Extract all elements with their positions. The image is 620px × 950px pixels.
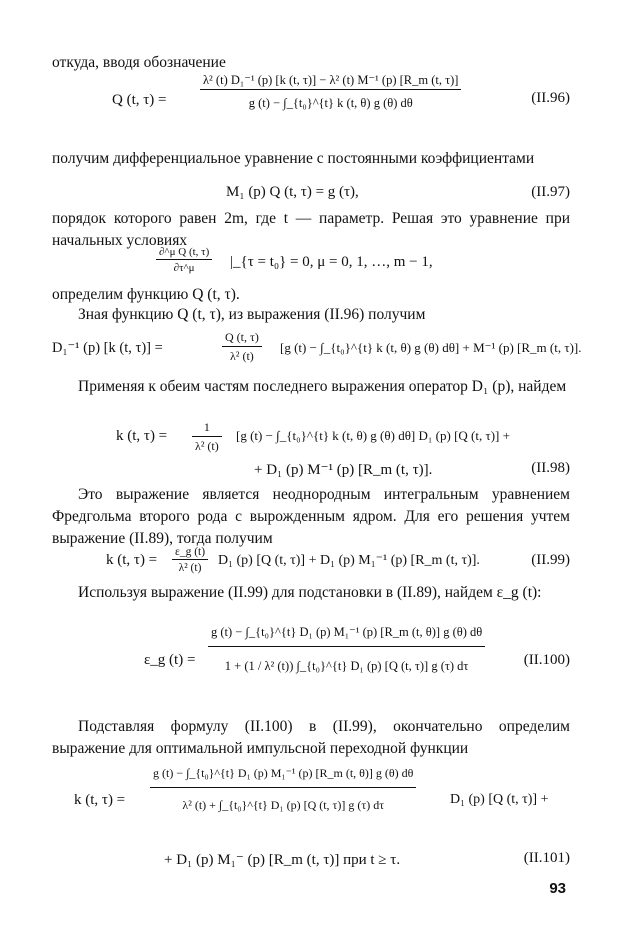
fraction-denominator: 1 + (1 / λ² (t)) ∫_{t₀}^{t} D₁ (p) [Q (t, τ)] g (τ) dτ xyxy=(224,659,469,673)
equation-initial-conditions xyxy=(40,246,570,282)
fraction-denominator: g (t) − ∫_{t₀}^{t} k (t, θ) g (θ) dθ xyxy=(248,96,413,110)
equation-fraction xyxy=(172,546,208,574)
equation-ii-101 xyxy=(40,766,570,872)
equation-fraction xyxy=(208,624,485,674)
fraction-numerator: ε_g (t) xyxy=(172,546,208,560)
equation-body: [g (t) − ∫_{t₀}^{t} k (t, θ) g (θ) dθ] + M⁻¹ (p) [R_m (t, τ)]. xyxy=(280,340,582,355)
equation-lhs: D₁⁻¹ (p) [k (t, τ)] = xyxy=(52,340,163,356)
fraction-denominator: λ² (t) xyxy=(178,562,202,574)
equation-ii-96 xyxy=(40,72,570,148)
equation-lhs: k (t, τ) = xyxy=(116,428,168,444)
fraction-numerator: Q (t, τ) xyxy=(222,330,262,347)
equation-fraction xyxy=(200,72,461,111)
equation-body: M₁ (p) Q (t, τ) = g (τ), xyxy=(226,184,359,200)
fraction-numerator: g (t) − ∫_{t₀}^{t} D₁ (p) M₁⁻¹ (p) [R_m (t, θ)] g (θ) dθ xyxy=(208,624,485,647)
fraction-denominator: λ² (t) xyxy=(195,439,219,453)
text-paragraph: порядок которого равен 2m, где t — параметр. Решая это уравнение при начальных условиях xyxy=(52,210,570,249)
equation-lhs: k (t, τ) = xyxy=(74,792,126,808)
equation-number: (II.100) xyxy=(523,652,570,668)
text-paragraph: Это выражение является неоднородным интегральным уравнением Фредгольма второго рода с вырожденным ядром. Для его решения учтем выражение (II.89), тогда получим xyxy=(52,486,570,547)
equation-fraction xyxy=(192,420,222,454)
equation-number: (II.98) xyxy=(531,460,570,476)
fraction-numerator: ∂^μ Q (t, τ) xyxy=(156,246,212,260)
equation-number: (II.99) xyxy=(531,552,570,568)
equation-ii-99 xyxy=(40,546,570,578)
text-paragraph: определим функцию Q (t, τ). xyxy=(52,286,240,303)
page-number: 93 xyxy=(549,880,566,897)
equation-fraction xyxy=(222,330,262,364)
fraction-denominator: λ² (t) + ∫_{t₀}^{t} D₁ (p) [Q (t, τ)] g (τ) dτ xyxy=(182,798,385,812)
text-paragraph: Применяя к обеим частям последнего выражения оператор D₁ (p), найдем xyxy=(78,378,567,395)
equation-number: (II.97) xyxy=(531,184,570,200)
text-paragraph: Подставляя формулу (II.100) в (II.99), окончательно определим выражение для оптимальной импульсной переходной функции xyxy=(52,718,570,757)
equation-number: (II.101) xyxy=(523,850,570,866)
equation-number: (II.96) xyxy=(531,90,570,106)
equation-fraction xyxy=(156,246,212,274)
equation-line-1: [g (t) − ∫_{t₀}^{t} k (t, θ) g (θ) dθ] D₁ (p) [Q (t, τ)] + xyxy=(236,428,510,443)
equation-ii-100 xyxy=(40,624,570,708)
equation-line-1: D₁ (p) [Q (t, τ)] + xyxy=(450,792,549,807)
equation-lhs: ε_g (t) = xyxy=(144,652,196,668)
equation-body: |_{τ = t₀} = 0, μ = 0, 1, …, m − 1, xyxy=(230,254,433,270)
equation-body: D₁ (p) [Q (t, τ)] + D₁ (p) M₁⁻¹ (p) [R_m (t, τ)]. xyxy=(218,553,480,568)
text-paragraph: откуда, вводя обозначение xyxy=(52,54,226,71)
equation-lhs: k (t, τ) = xyxy=(106,552,158,568)
fraction-numerator: λ² (t) D₁⁻¹ (p) [k (t, τ)] − λ² (t) M⁻¹ (p) [R_m (t, τ)] xyxy=(200,72,461,90)
equation-lhs: Q (t, τ) = xyxy=(112,92,167,108)
text-paragraph: Используя выражение (II.99) для подстановки в (II.89), найдем ε_g (t): xyxy=(78,584,542,601)
fraction-denominator: λ² (t) xyxy=(230,349,254,363)
equation-ii-98 xyxy=(40,420,570,486)
text-paragraph: Зная функцию Q (t, τ), из выражения (II.96) получим xyxy=(78,306,426,323)
text-paragraph: получим дифференциальное уравнение с постоянными коэффициентами xyxy=(52,150,535,167)
equation-line-2: + D₁ (p) M⁻¹ (p) [R_m (t, τ)]. xyxy=(254,462,433,478)
fraction-denominator: ∂τ^μ xyxy=(173,262,195,274)
equation-inverse-operator xyxy=(40,328,582,374)
equation-line-2: + D₁ (p) M₁⁻ (p) [R_m (t, τ)] при t ≥ τ. xyxy=(164,852,401,868)
fraction-numerator: g (t) − ∫_{t₀}^{t} D₁ (p) M₁⁻¹ (p) [R_m (t, θ)] g (θ) dθ xyxy=(150,766,416,788)
fraction-numerator: 1 xyxy=(192,420,222,437)
equation-ii-97 xyxy=(40,184,570,206)
equation-fraction xyxy=(150,766,416,813)
